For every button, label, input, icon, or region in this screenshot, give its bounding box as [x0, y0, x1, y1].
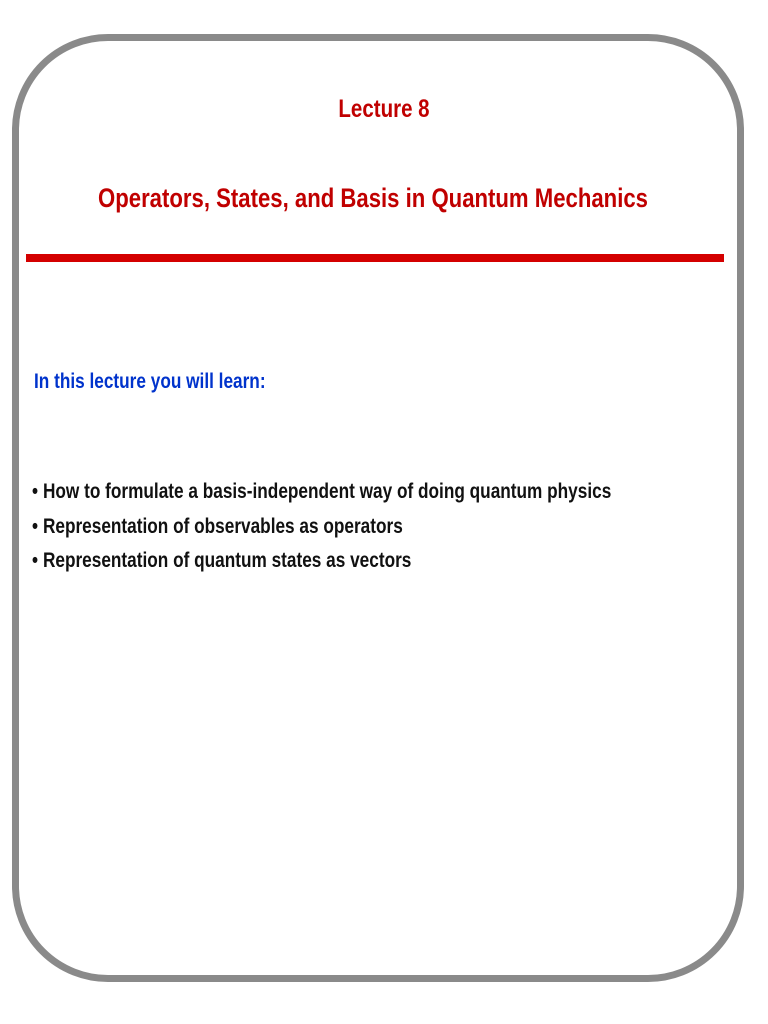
intro-heading: In this lecture you will learn:	[34, 370, 266, 393]
title-divider	[26, 254, 724, 262]
learning-objectives-list	[32, 475, 738, 579]
lecture-title: Operators, States, and Basis in Quantum Mechanics	[98, 183, 648, 213]
list-item	[32, 510, 611, 545]
list-item-text: How to formulate a basis-independent way of doing quantum physics	[42, 480, 612, 503]
bullet-icon: •	[32, 549, 39, 572]
list-item	[32, 475, 611, 510]
list-item-text: Representation of quantum states as vectors	[42, 549, 412, 572]
bullet-icon: •	[32, 514, 39, 538]
list-item-text: Representation of observables as operators	[42, 514, 403, 538]
bullet-icon: •	[32, 480, 39, 503]
list-item	[32, 544, 611, 579]
lecture-number: Lecture 8	[338, 95, 430, 123]
